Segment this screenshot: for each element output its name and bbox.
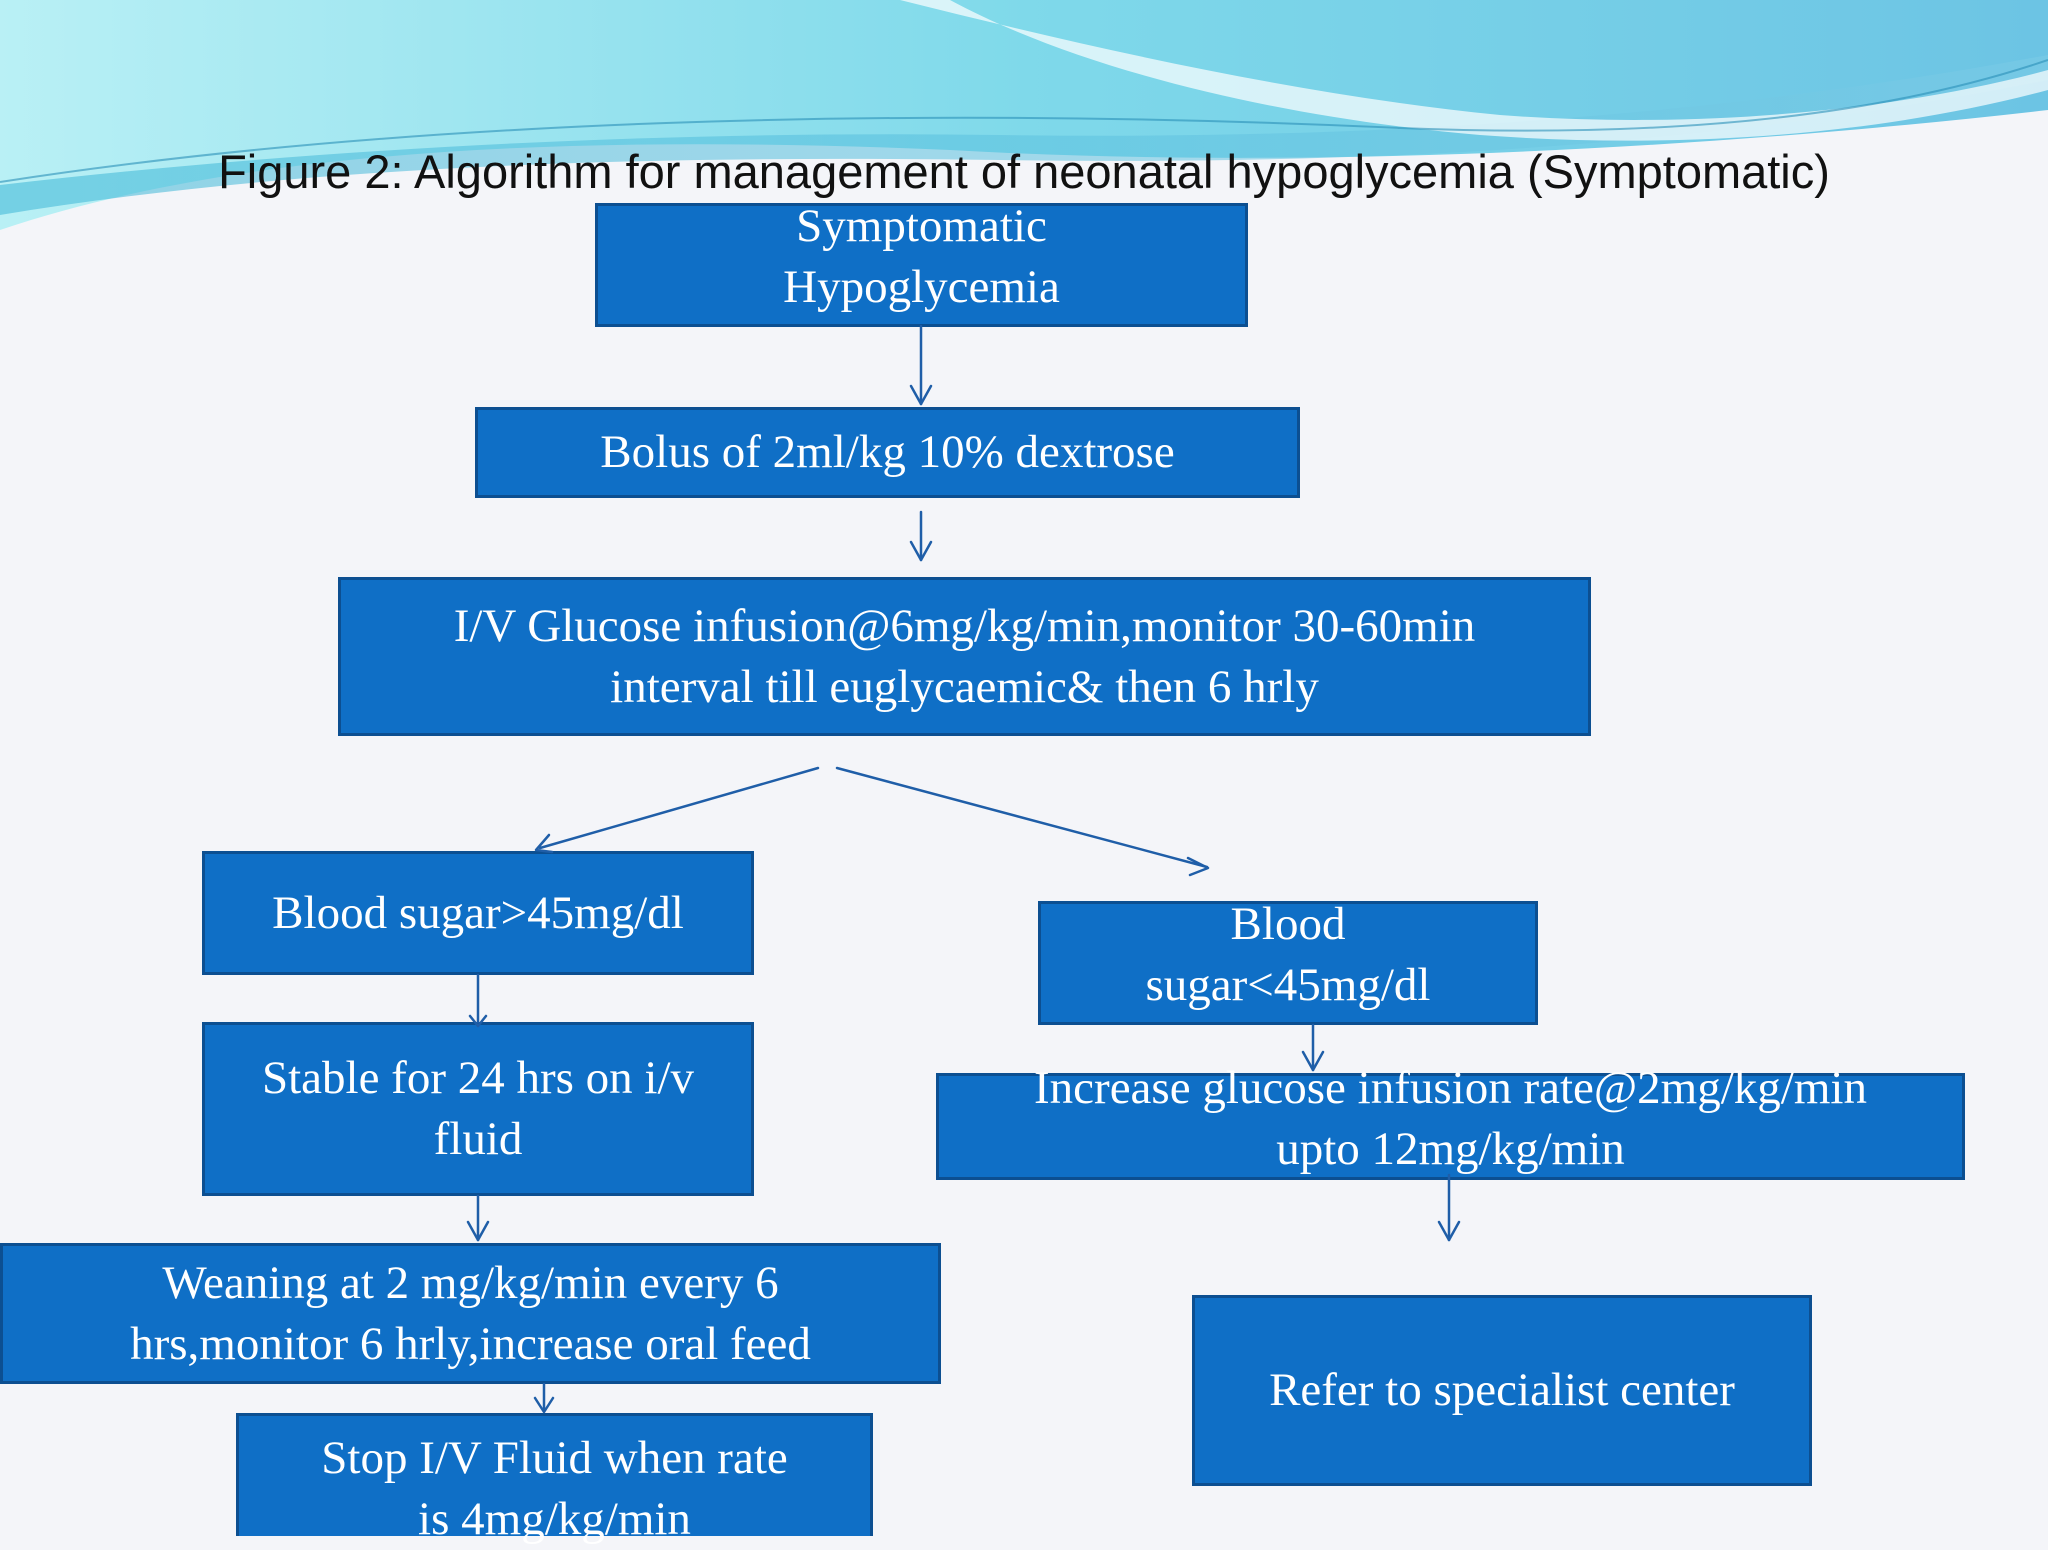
node-increase-glucose-rate: [936, 1061, 1965, 1180]
node-stable-24-hrs: [202, 1022, 754, 1196]
node-bolus-dextrose-label: Bolus of 2ml/kg 10% dextrose: [600, 426, 1175, 478]
node-bolus-dextrose: [475, 407, 1300, 498]
node-blood-sugar-low-label: Blood sugar<45mg/dl: [1145, 898, 1431, 1011]
node-increase-glucose-rate-label: Increase glucose infusion rate@2mg/kg/min upto 12mg/kg/min: [1034, 1061, 1867, 1175]
node-refer-specialist-label: Refer to specialist center: [1269, 1364, 1735, 1416]
node-stop-iv-fluid-label: Stop I/V Fluid when rate is 4mg/kg/min: [321, 1432, 788, 1545]
node-iv-glucose-infusion: [338, 577, 1591, 736]
node-refer-specialist: [1192, 1295, 1812, 1486]
node-symptomatic-hypoglycemia-label: Symptomatic Hypoglycemia: [783, 200, 1060, 313]
node-weaning-label: Weaning at 2 mg/kg/min every 6 hrs,monitor 6 hrly,increase oral feed: [130, 1256, 811, 1370]
node-stable-24-hrs-label: Stable for 24 hrs on i/v fluid: [261, 1052, 695, 1165]
node-symptomatic-hypoglycemia: [595, 200, 1248, 327]
node-blood-sugar-high: [202, 851, 754, 975]
figure-title: Figure 2: Algorithm for management of neonatal hypoglycemia (Symptomatic): [218, 145, 1830, 198]
node-blood-sugar-high-label: Blood sugar>45mg/dl: [272, 886, 684, 939]
node-weaning: [0, 1243, 941, 1384]
node-iv-glucose-infusion-label: I/V Glucose infusion@6mg/kg/min,monitor 30-60min interval till euglycaemic& then 6 hrly: [453, 599, 1476, 713]
node-stop-iv-fluid: [236, 1413, 873, 1545]
node-blood-sugar-low: [1038, 898, 1538, 1025]
